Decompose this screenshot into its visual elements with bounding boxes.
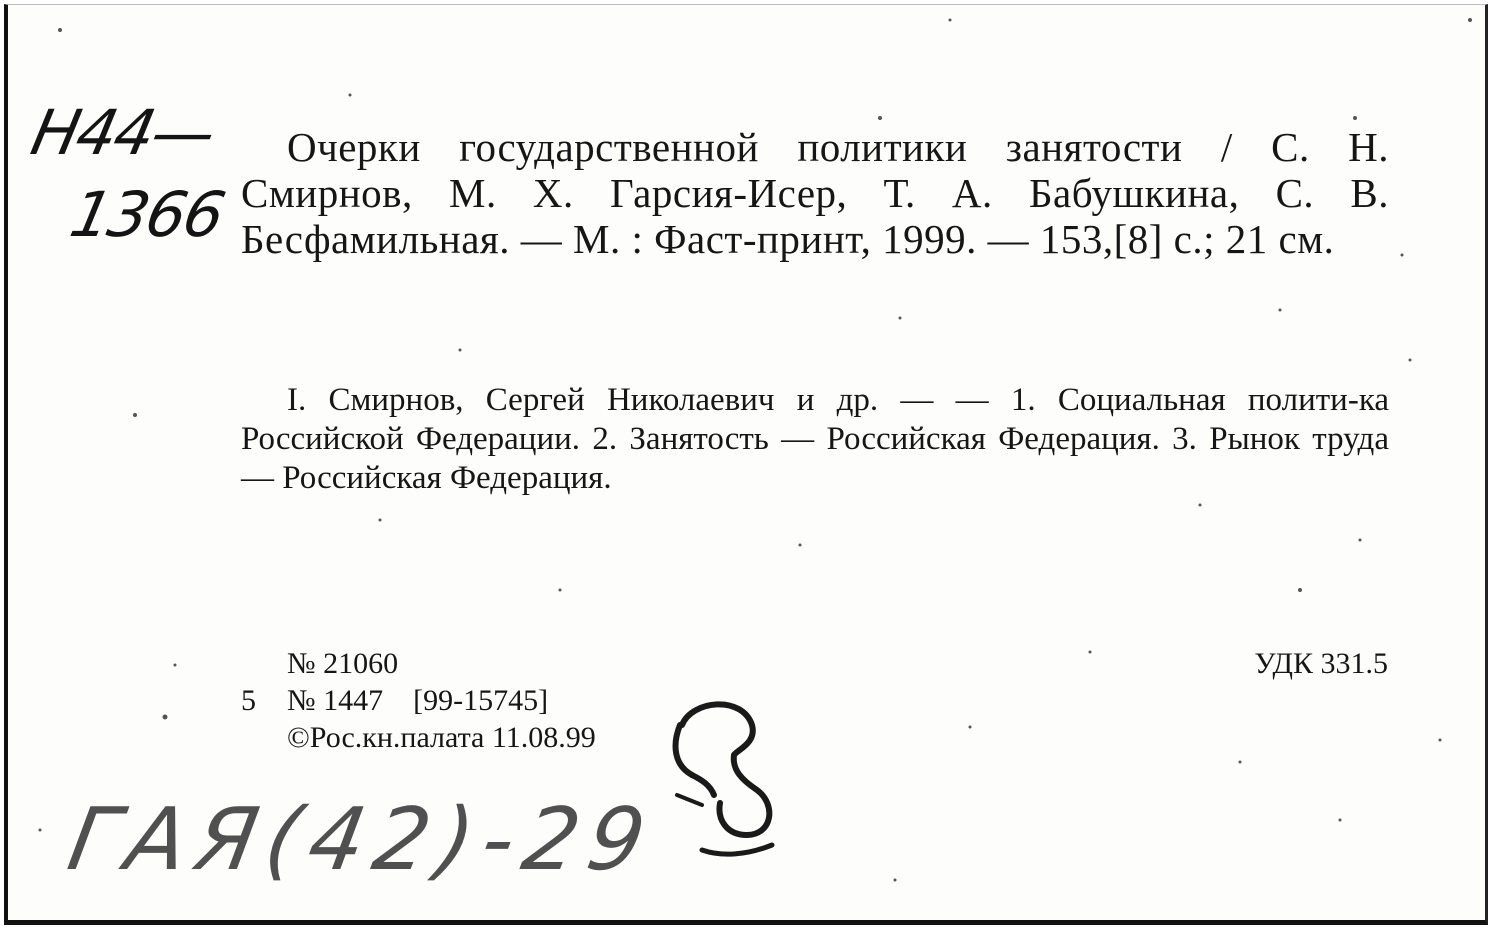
handwritten-shelf-mark-line2: 1366 [64,178,230,251]
chamber-number: № 1447 [287,684,384,717]
handwritten-bottom-note: ГАЯ(42)-29 [61,790,663,890]
library-stamp-icon [662,695,792,865]
handwritten-shelf-mark-line1: Н44— [25,96,221,169]
card-number: № 21060 [287,647,399,680]
colophon-line3 [241,719,596,756]
book-chamber-date: ©Рос.кн.палата 11.08.99 [287,721,596,754]
set-count: 5 [241,684,256,717]
subject-tracings: I. Смирнов, Сергей Николаевич и др. — — 1. Социальная полити-ка Российской Федерации. 2. Занятость — Российская Федерация. 3. Рынок труда — Российская Федерация. [241,382,1389,496]
colophon-line2 [241,682,596,719]
registry-code: [99-15745] [413,684,549,717]
colophon-line1 [241,645,596,682]
bibliographic-entry: Очерки государственной политики занятости / С. Н. Смирнов, М. Х. Гарсия-Исер, Т. А. Бабушкина, С. В. Бесфамильная. — М. : Фаст-принт, 1999. — 153,[8] с.; 21 см. [241,124,1389,262]
udk-code: УДК 331.5 [1254,647,1388,680]
colophon-block [241,645,596,756]
